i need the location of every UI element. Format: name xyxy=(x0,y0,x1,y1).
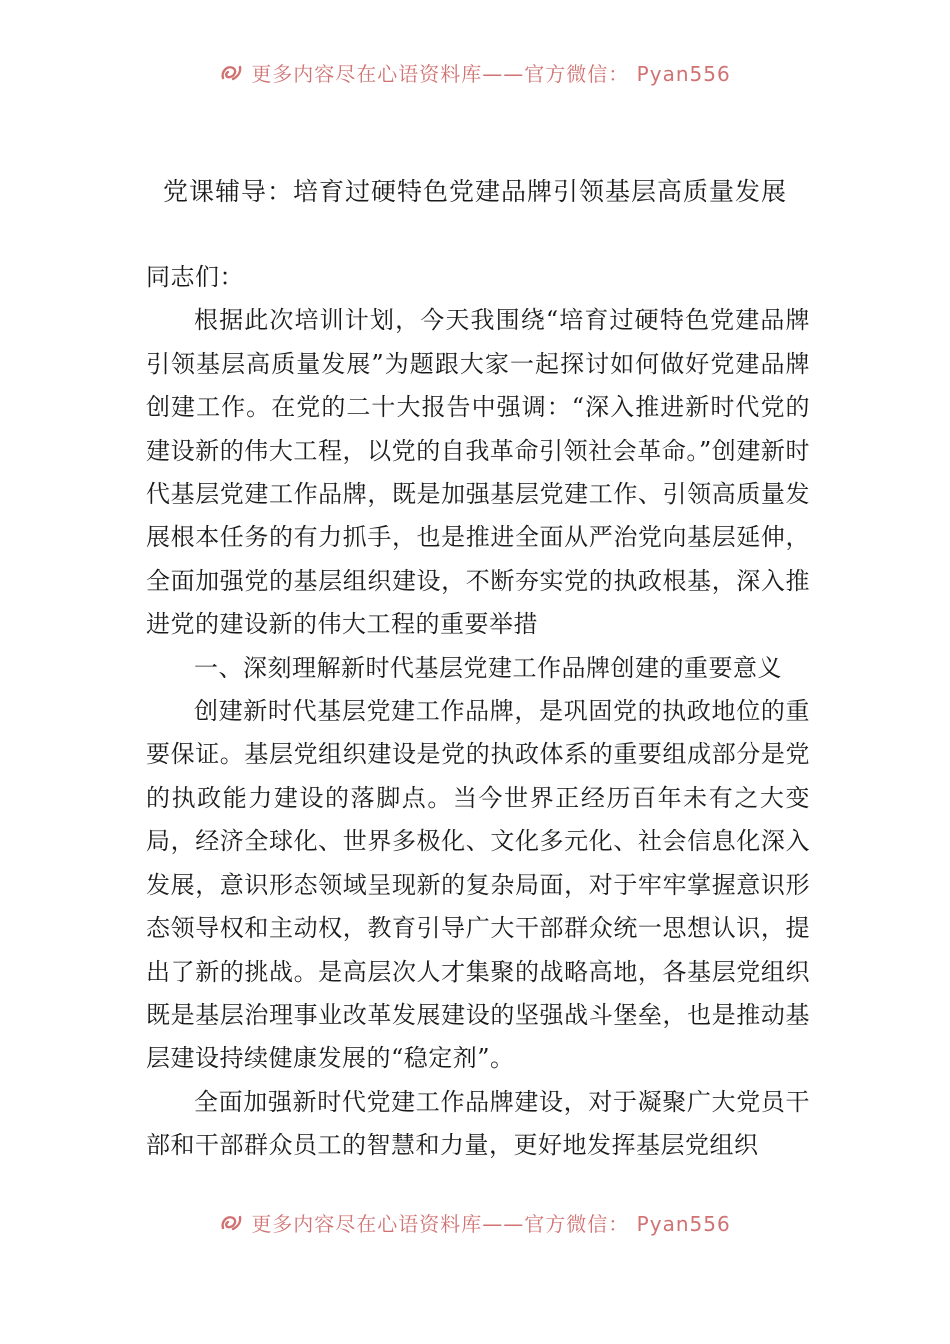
paragraph-continued: 全面加强新时代党建工作品牌建设，对于凝聚广大党员干部和干部群众员工的智慧和力量，更好地发挥基层党组织 xyxy=(146,1087,810,1160)
section-heading: 一、深刻理解新时代基层党建工作品牌创建的重要意义 xyxy=(194,653,782,682)
watermark-header xyxy=(0,58,950,89)
watermark-header-text: 更多内容尽在心语资料库——官方微信： Pyan556 xyxy=(251,62,731,86)
brand-logo-icon xyxy=(219,1212,245,1239)
watermark-footer xyxy=(0,1208,950,1239)
brand-logo-icon xyxy=(219,62,245,89)
page-title: 党课辅导：培育过硬特色党建品牌引领基层高质量发展 xyxy=(162,177,787,206)
document-body xyxy=(146,256,810,1168)
greeting: 同志们： xyxy=(146,263,244,291)
paragraph-significance: 创建新时代基层党建工作品牌，是巩固党的执政地位的重要保证。基层党组织建设是党的执政体系的重要组成部分是党的执政能力建设的落脚点。当今世界正经历百年未有之大变局，经济全球化、世界多极化、文化多元化、社会信息化深入发展，意识形态领域呈现新的复杂局面，对于牢牢掌握意识形态领导权和主动权，教育引导广大干部群众统一思想认识，提出了新的挑战。是高层次人才集聚的战略高地，各基层党组织既是基层治理事业改革发展建设的坚强战斗堡垒，也是推动基层建设持续健康发展的“稳定剂”。 xyxy=(146,697,810,1073)
paragraph-intro: 根据此次培训计划，今天我围绕“培育过硬特色党建品牌引领基层高质量发展”为题跟大家一起探讨如何做好党建品牌创建工作。在党的二十大报告中强调：“深入推进新时代党的建设新的伟大工程，以党的自我革命引领社会革命。”创建新时代基层党建工作品牌，既是加强基层党建工作、引领高质量发展根本任务的有力抓手，也是推进全面从严治党向基层延伸，全面加强党的基层组织建设，不断夯实党的执政根基，深入推进党的建设新的伟大工程的重要举措 xyxy=(146,306,810,639)
watermark-footer-text: 更多内容尽在心语资料库——官方微信： Pyan556 xyxy=(251,1212,731,1236)
